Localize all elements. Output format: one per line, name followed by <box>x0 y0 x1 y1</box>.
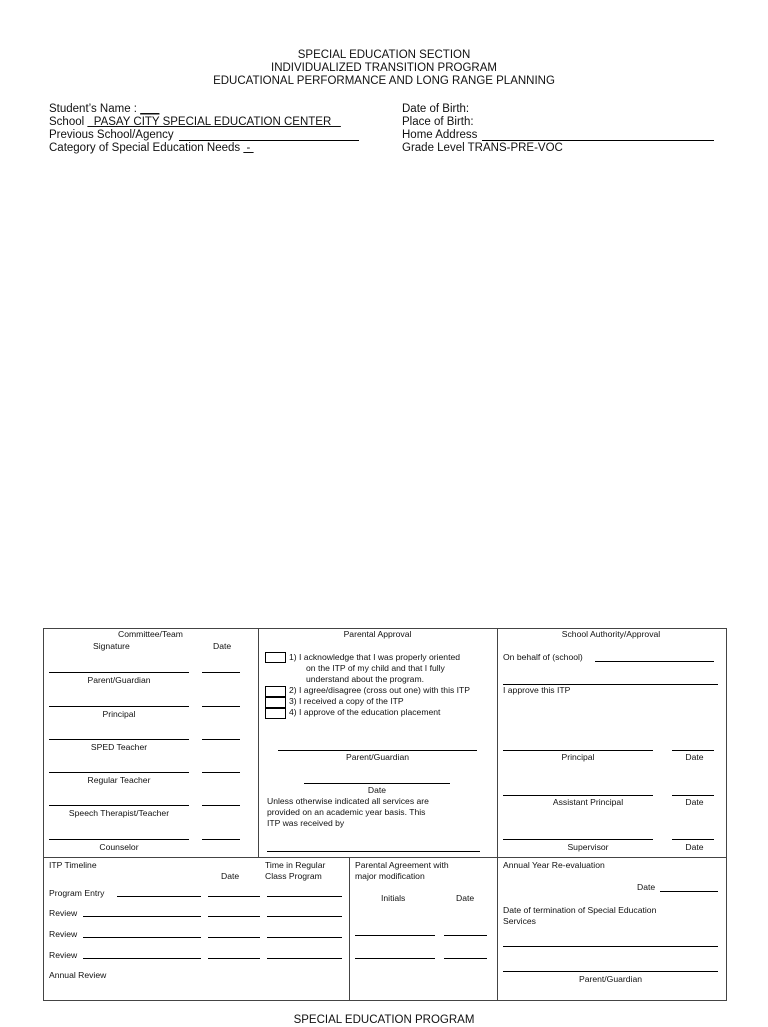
parent-guardian-label: Parent/Guardian <box>345 752 410 762</box>
reevaluation-parent-line[interactable] <box>503 971 718 972</box>
program-entry-time-line[interactable] <box>267 896 342 897</box>
parent-date-label: Date <box>367 785 387 795</box>
program-title: INDIVIDUALIZED TRANSITION PROGRAM <box>271 62 497 74</box>
on-behalf-line[interactable] <box>595 661 714 662</box>
review-date-line[interactable] <box>208 958 260 959</box>
home-address-label: Home Address <box>402 129 478 141</box>
agree-text: 2) I agree/disagree (cross out one) with this ITP <box>289 685 471 695</box>
services-note: provided on an academic year basis. This <box>267 807 426 817</box>
assistant-principal-date-line[interactable] <box>672 795 714 796</box>
agree-checkbox[interactable] <box>265 686 286 697</box>
assistant-principal-label: Assistant Principal <box>552 797 624 807</box>
date-line[interactable] <box>202 839 240 840</box>
assistant-principal-signature-line[interactable] <box>503 795 653 796</box>
review-date-line[interactable] <box>208 937 260 938</box>
parent-signature-line[interactable] <box>278 750 477 751</box>
school-row <box>49 116 341 129</box>
reevaluation-parent-label: Parent/Guardian <box>578 974 643 984</box>
role-label: SPED Teacher <box>90 742 148 752</box>
pob-label: Place of Birth: <box>402 116 474 128</box>
school-authority-heading: School Authority/Approval <box>561 629 661 639</box>
category-value[interactable]: - <box>243 142 254 154</box>
signature-line[interactable] <box>49 839 189 840</box>
date-line[interactable] <box>202 805 240 806</box>
review-time-line[interactable] <box>267 937 342 938</box>
review-line[interactable] <box>83 916 201 917</box>
termination-label: Services <box>503 916 536 926</box>
student-name-value[interactable]: ___ <box>140 103 160 115</box>
approve-itp-label: I approve this ITP <box>503 685 571 695</box>
dob-label: Date of Birth: <box>402 103 470 115</box>
principal-label: Principal <box>561 752 595 762</box>
reevaluation-heading: Annual Year Re-evaluation <box>503 860 605 870</box>
section-title: SPECIAL EDUCATION SECTION <box>297 49 471 61</box>
document-subtitle: EDUCATIONAL PERFORMANCE AND LONG RANGE PLANNING <box>213 75 555 87</box>
date-label: Date <box>685 797 704 807</box>
review-label: Review <box>49 950 78 960</box>
regular-class-heading: Class Program <box>265 871 322 881</box>
initials-line[interactable] <box>355 935 435 936</box>
approve-placement-checkbox[interactable] <box>265 708 286 719</box>
termination-label: Date of termination of Special Education <box>503 905 657 915</box>
role-label: Principal <box>102 709 136 719</box>
initials-line[interactable] <box>355 958 435 959</box>
review-label: Review <box>49 929 78 939</box>
date-line[interactable] <box>202 772 240 773</box>
signature-line[interactable] <box>49 772 189 773</box>
date-column-label: Date <box>213 641 232 651</box>
table-divider <box>497 628 498 1000</box>
date-label: Date <box>685 752 704 762</box>
signature-line[interactable] <box>49 672 189 673</box>
agreement-heading: major modification <box>355 871 425 881</box>
previous-school-label: Previous School/Agency <box>49 129 174 141</box>
received-copy-text: 3) I received a copy of the ITP <box>289 696 404 706</box>
footer-title: SPECIAL EDUCATION PROGRAM <box>293 1014 475 1026</box>
program-entry-line[interactable] <box>117 896 201 897</box>
role-label: Regular Teacher <box>87 775 151 785</box>
review-line[interactable] <box>83 937 201 938</box>
initials-label: Initials <box>381 893 406 903</box>
review-date-line[interactable] <box>208 916 260 917</box>
student-name-label: Student’s Name : <box>49 103 138 115</box>
date-line[interactable] <box>202 706 240 707</box>
acknowledge-text-cont: on the ITP of my child and that I fully <box>306 663 445 673</box>
timeline-date-label: Date <box>221 871 240 881</box>
previous-school-field[interactable] <box>179 140 359 141</box>
review-time-line[interactable] <box>267 916 342 917</box>
date-line[interactable] <box>202 739 240 740</box>
parent-date-line[interactable] <box>304 783 450 784</box>
itp-timeline-heading: ITP Timeline <box>49 860 97 870</box>
supervisor-signature-line[interactable] <box>503 839 653 840</box>
services-note: ITP was received by <box>267 818 345 828</box>
acknowledge-text: 1) I acknowledge that I was properly oriented <box>289 652 461 662</box>
role-label: Parent/Guardian <box>87 675 151 685</box>
agreement-heading: Parental Agreement with <box>355 860 449 870</box>
home-address-field[interactable] <box>482 140 714 141</box>
signature-line[interactable] <box>49 706 189 707</box>
review-label: Review <box>49 908 78 918</box>
program-entry-label: Program Entry <box>49 888 105 898</box>
school-value[interactable]: PASAY CITY SPECIAL EDUCATION CENTER <box>87 116 341 128</box>
supervisor-label: Supervisor <box>567 842 609 852</box>
date-line[interactable] <box>202 672 240 673</box>
regular-class-heading: Time in Regular <box>265 860 326 870</box>
date-label: Date <box>685 842 704 852</box>
category-label: Category of Special Education Needs <box>49 142 241 154</box>
school-label: School <box>49 116 85 128</box>
on-behalf-label: On behalf of (school) <box>503 652 583 662</box>
student-name-row <box>49 103 159 116</box>
grade-level: Grade Level TRANS-PRE-VOC <box>402 142 563 154</box>
parental-approval-heading: Parental Approval <box>343 629 412 639</box>
agreement-date-label: Date <box>456 893 475 903</box>
reevaluation-date-line[interactable] <box>660 891 718 892</box>
program-entry-date-line[interactable] <box>208 896 260 897</box>
reevaluation-date-label: Date <box>637 882 656 892</box>
agreement-date-line[interactable] <box>444 958 487 959</box>
termination-date-line[interactable] <box>503 946 718 947</box>
table-divider <box>258 628 259 858</box>
received-copy-checkbox[interactable] <box>265 697 286 708</box>
review-line[interactable] <box>83 958 201 959</box>
supervisor-date-line[interactable] <box>672 839 714 840</box>
review-time-line[interactable] <box>267 958 342 959</box>
acknowledge-text-cont: understand about the program. <box>306 674 425 684</box>
services-note: Unless otherwise indicated all services are <box>267 796 429 806</box>
role-label: Speech Therapist/Teacher <box>68 808 170 818</box>
approve-placement-text: 4) I approve of the education placement <box>289 707 441 717</box>
agreement-date-line[interactable] <box>444 935 487 936</box>
signature-line[interactable] <box>49 739 189 740</box>
principal-date-line[interactable] <box>672 750 714 751</box>
role-label: Counselor <box>99 842 139 852</box>
table-divider <box>43 857 726 858</box>
category-row <box>49 142 254 155</box>
annual-review-label: Annual Review <box>49 970 107 980</box>
committee-heading: Committee/Team <box>118 629 183 639</box>
signature-column-label: Signature <box>93 641 130 651</box>
principal-signature-line[interactable] <box>503 750 653 751</box>
received-by-line[interactable] <box>267 851 480 852</box>
signature-line[interactable] <box>49 805 189 806</box>
acknowledge-checkbox[interactable] <box>265 652 286 663</box>
table-divider <box>349 857 350 1000</box>
